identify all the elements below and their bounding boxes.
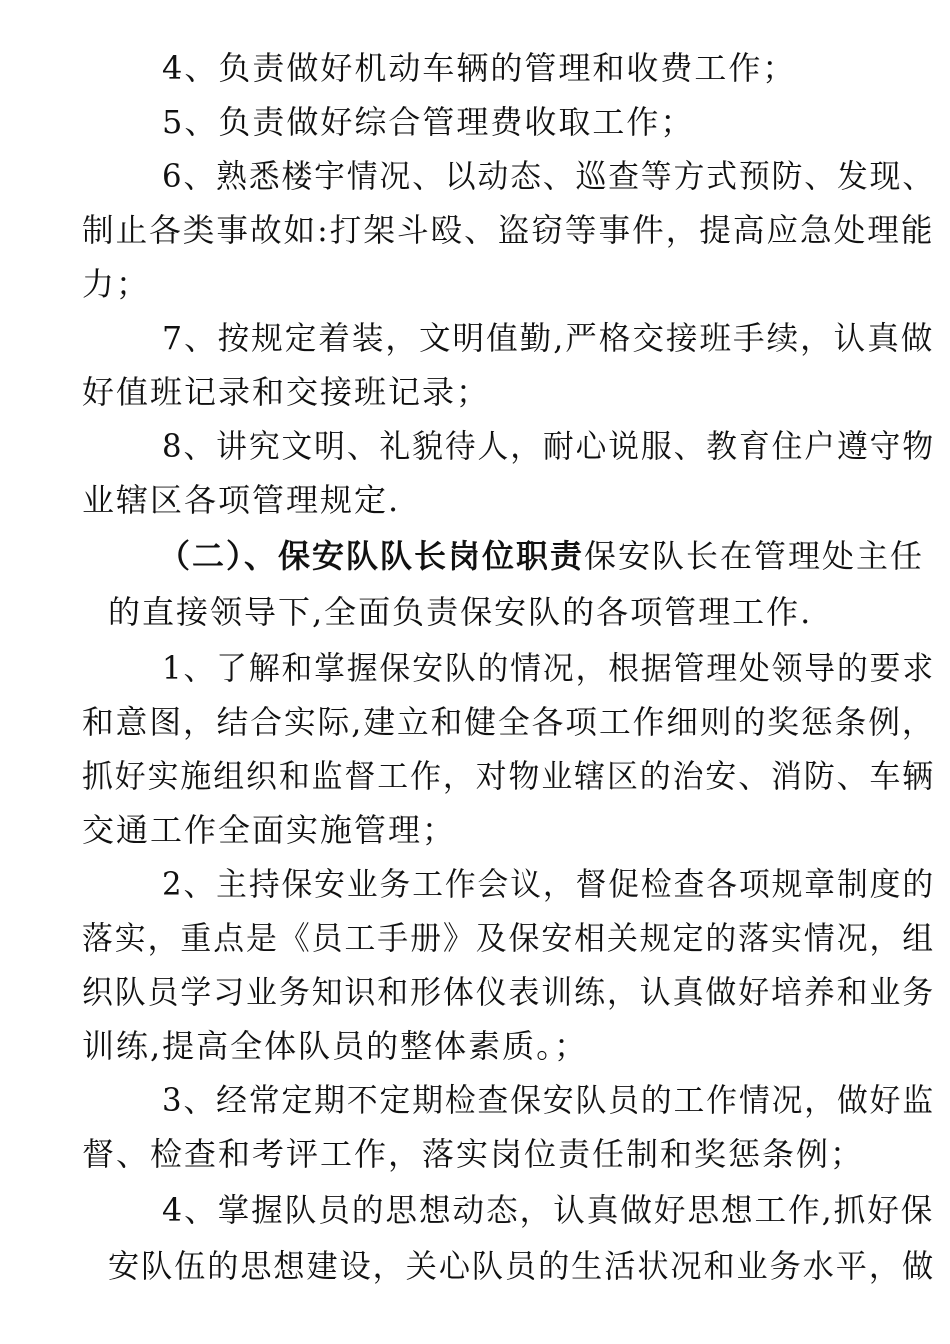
paragraph-line: 5、负责做好综合管理费收取工作；: [162, 103, 695, 141]
paragraph-line: 和意图，结合实际,建立和健全各项工作细则的奖惩条例，: [82, 703, 936, 741]
paragraph-line: 安队伍的思想建设，关心队员的生活状况和业务水平，做: [108, 1247, 936, 1285]
paragraph-line: 1、了解和掌握保安队的情况，根据管理处领导的要求: [162, 649, 936, 687]
paragraph-line: 好值班记录和交接班记录；: [82, 373, 491, 411]
paragraph-line: 织队员学习业务知识和形体仪表训练，认真做好培养和业务: [82, 973, 936, 1011]
section-title: （二）、保安队队长岗位职责: [158, 537, 585, 575]
section-heading: [158, 536, 924, 576]
section-title-continuation: 保安队长在管理处主任: [584, 537, 925, 575]
paragraph-line: 4、负责做好机动车辆的管理和收费工作；: [162, 49, 797, 87]
paragraph-line: 7、按规定着装，文明值勤,严格交接班手续，认真做: [162, 319, 935, 357]
paragraph-line: 落实，重点是《员工手册》及保安相关规定的落实情况，组: [82, 919, 936, 957]
paragraph-line: 训练,提高全体队员的整体素质。；: [82, 1027, 589, 1065]
paragraph-line: 交通工作全面实施管理；: [82, 811, 457, 849]
paragraph-line: 2、主持保安业务工作会议，督促检查各项规章制度的: [162, 865, 936, 903]
paragraph-line: 抓好实施组织和监督工作，对物业辖区的治安、消防、车辆: [82, 757, 936, 795]
paragraph-line: 4、掌握队员的思想动态，认真做好思想工作,抓好保: [162, 1191, 935, 1229]
paragraph-line: 力；: [82, 265, 151, 303]
paragraph-line: 3、经常定期不定期检查保安队员的工作情况，做好监: [162, 1081, 936, 1119]
paragraph-line: 的直接领导下,全面负责保安队的各项管理工作.: [108, 593, 813, 631]
paragraph-line: 制止各类事故如:打架斗殴、盗窃等事件，提高应急处理能: [82, 211, 935, 249]
paragraph-line: 6、熟悉楼宇情况、以动态、巡查等方式预防、发现、: [162, 157, 936, 195]
paragraph-line: 督、检查和考评工作，落实岗位责任制和奖惩条例；: [82, 1135, 865, 1173]
paragraph-line: 业辖区各项管理规定.: [82, 481, 401, 519]
paragraph-line: 8、讲究文明、礼貌待人，耐心说服、教育住户遵守物: [162, 427, 936, 465]
